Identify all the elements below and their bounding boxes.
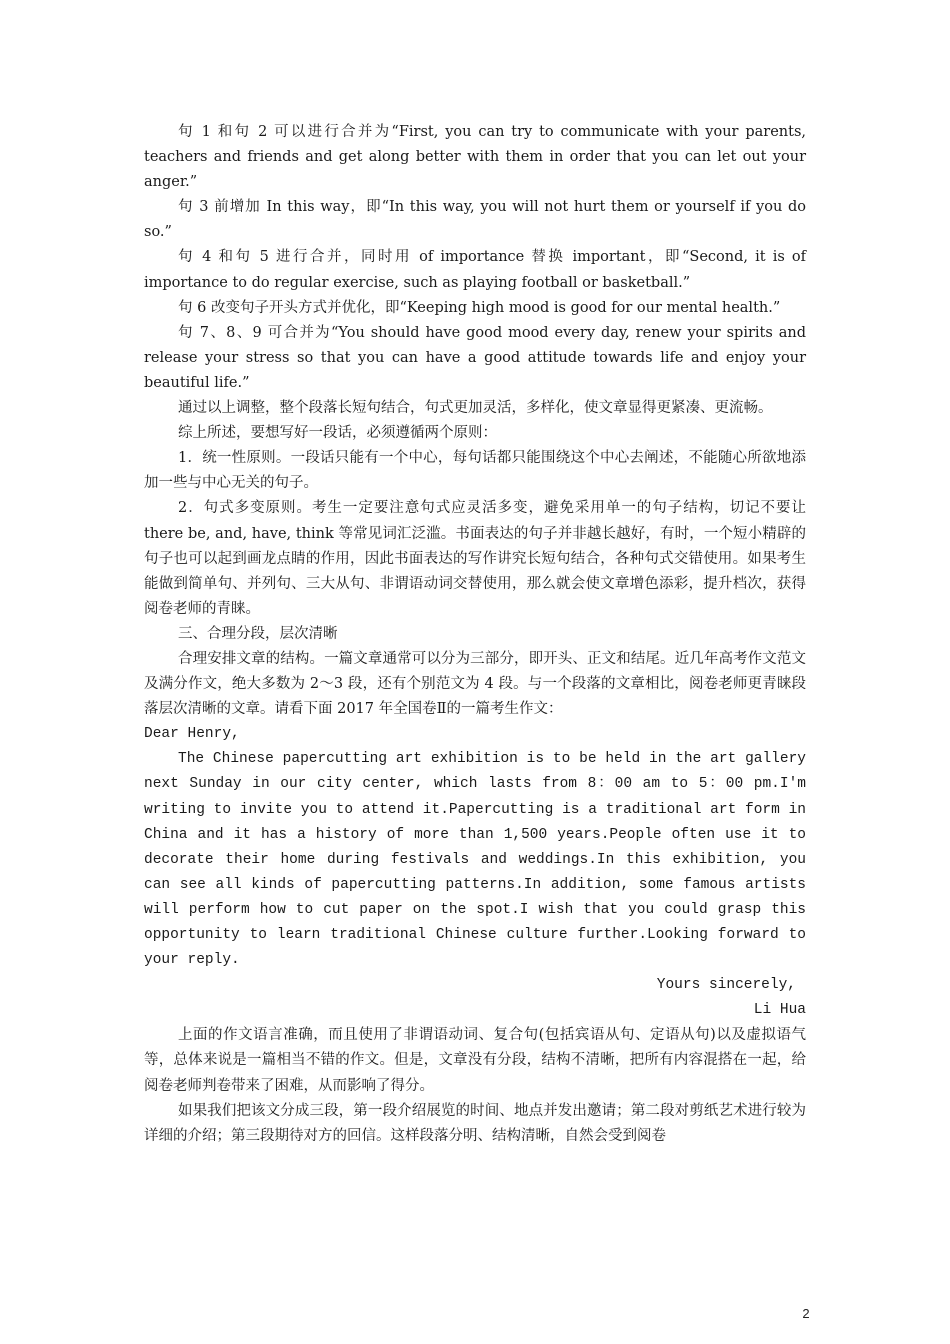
paragraph-merge-7-8-9: 句 7、8、9 可合并为“You should have good mood every day, renew your spirits and release your stress so that you can have a good attitude towards life and enjoy your beautiful life.” — [144, 324, 806, 391]
paragraph-merge-1-2: 句 1 和句 2 可以进行合并为“First, you can try to communicate with your parents, teachers and friends and get along better with them in order that you can let out your anger.” — [144, 124, 806, 191]
paragraph-principles-intro: 综上所述，要想写好一段话，必须遵循两个原则： — [178, 425, 497, 442]
paragraph-principle-2: 2．句式多变原则。考生一定要注意句式应灵活多变，避免采用单一的句子结构，切记不要让 there be, and, have, think 等常见词汇泛滥。书面表达的句子并非越长越好，有时，一个短小精辟的句子也可以起到画龙点睛的作用，因此书面表达的写作讲究长短句结合，各种句式交错使用。如果考生能做到简单句、并列句、三大从句、非谓语动词交替使用，那么就会使文章增色添彩，提升档次，获得阅卷老师的青睐。 — [144, 500, 806, 617]
paragraph-merge-4-5: 句 4 和句 5 进行合并，同时用 of importance 替换 important，即“Second, it is of importance to do regular exercise, such as playing football or basketball.” — [144, 249, 806, 291]
letter-closing: Yours sincerely, — [656, 977, 796, 994]
letter-body: The Chinese papercutting art exhibition is to be held in the art gallery next Sunday in our city center, which lasts from 8：00 am to 5：00 pm.I'm writing to invite you to attend it.Papercutting is a traditional art form in China and it has a history of more than 1,500 years.People often use it to decorate their home during festivals and weddings.In this exhibition, you can see all kinds of papercutting patterns.In addition, some famous artists will perform how to cut paper on the spot.I wish that you could grasp this opportunity to learn traditional Chinese culture further.Looking forward to your reply. — [144, 751, 806, 969]
page-body — [144, 120, 806, 1149]
paragraph-principle-1: 1．统一性原则。一段话只能有一个中心，每句话都只能围绕这个中心去阐述，不能随心所欲地添加一些与中心无关的句子。 — [144, 450, 806, 492]
paragraph-suggestion: 如果我们把该文分成三段，第一段介绍展览的时间、地点并发出邀请；第二段对剪纸艺术进行较为详细的介绍；第三段期待对方的回信。这样段落分明、结构清晰，自然会受到阅卷 — [144, 1102, 806, 1144]
letter-greeting: Dear Henry, — [144, 726, 240, 743]
page-number: 2 — [802, 1306, 810, 1321]
paragraph-sentence-6: 句 6 改变句子开头方式并优化，即“Keeping high mood is good for our mental health.” — [178, 299, 781, 316]
paragraph-sentence-3: 句 3 前增加 In this way，即“In this way, you will not hurt them or yourself if you do so.” — [144, 199, 806, 241]
paragraph-structure: 合理安排文章的结构。一篇文章通常可以分为三部分，即开头、正文和结尾。近几年高考作文范文及满分作文，绝大多数为 2～3 段，还有个别范文为 4 段。与一个段落的文章相比，阅卷老师更青睐段落层次清晰的文章。请看下面 2017 年全国卷Ⅱ的一篇考生作文： — [144, 650, 806, 718]
section-heading: 三、合理分段，层次清晰 — [178, 625, 338, 642]
letter-signature: Li Hua — [753, 1002, 806, 1019]
paragraph-summary: 通过以上调整，整个段落长短句结合，句式更加灵活，多样化，使文章显得更紧凑、更流畅。 — [178, 400, 773, 417]
paragraph-evaluation: 上面的作文语言准确，而且使用了非谓语动词、复合句(包括宾语从句、定语从句)以及虚拟语气等，总体来说是一篇相当不错的作文。但是，文章没有分段，结构不清晰，把所有内容混搭在一起，给阅卷老师判卷带来了困难，从而影响了得分。 — [144, 1027, 806, 1094]
sample-letter — [144, 722, 806, 1023]
